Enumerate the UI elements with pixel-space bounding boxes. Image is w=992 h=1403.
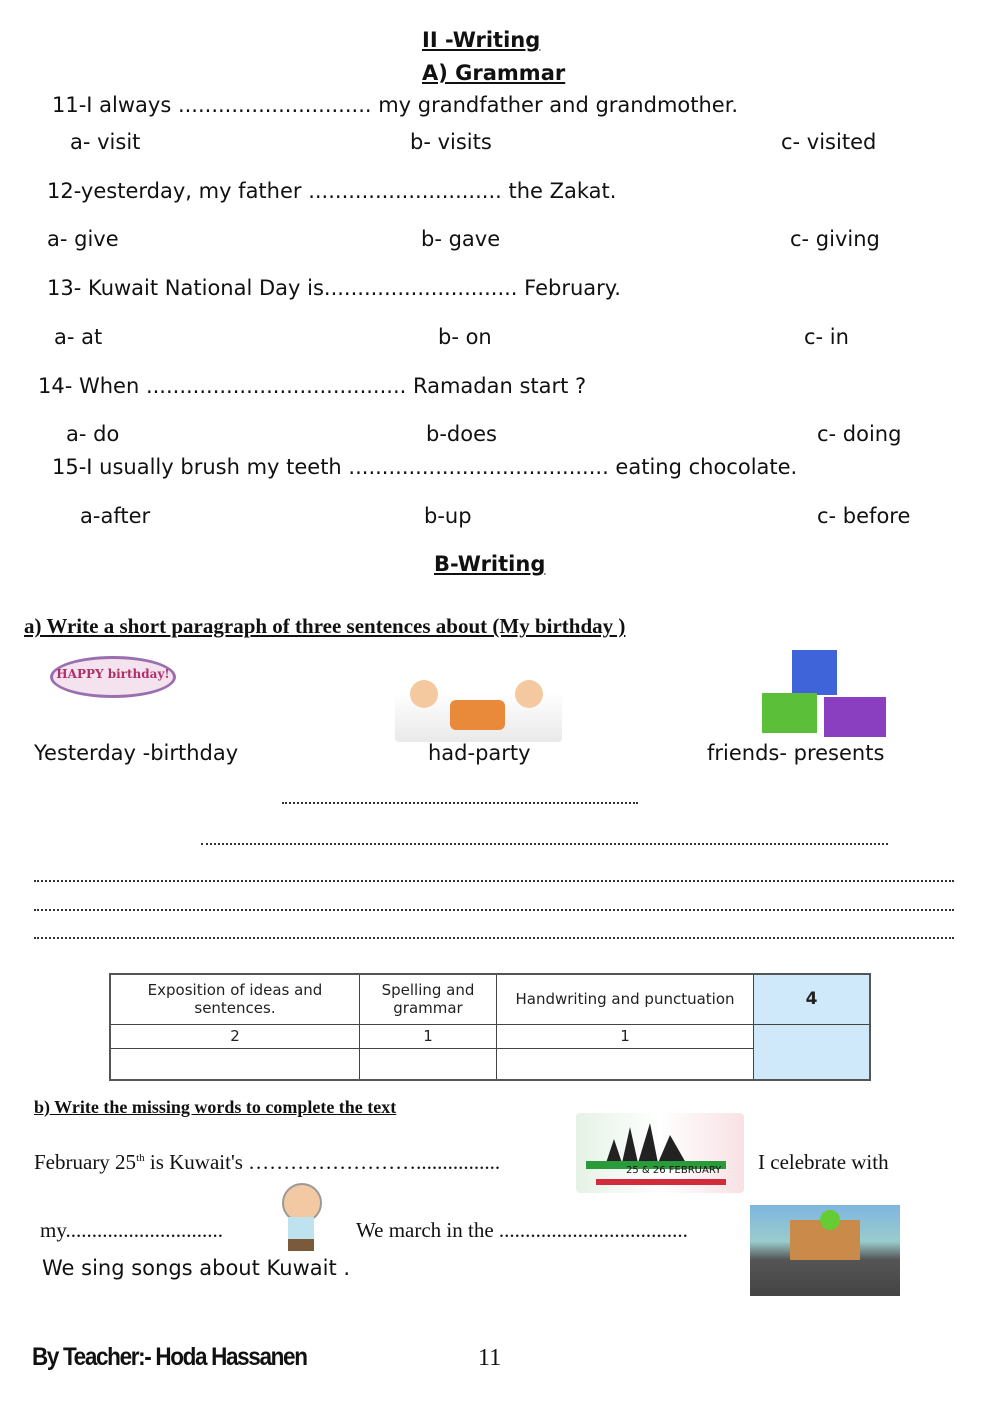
option[interactable]: a- visit	[70, 130, 141, 154]
page-number: 11	[478, 1345, 502, 1371]
option[interactable]: c- before	[817, 504, 911, 528]
footer-author: By Teacher:- Hoda Hassanen	[32, 1343, 307, 1371]
question-14: 14- When ....................................... Ramadan start ?	[38, 374, 587, 398]
party-kids-image	[395, 660, 562, 742]
answer-line[interactable]	[282, 802, 638, 804]
rubric-header: Spelling and grammar	[360, 974, 497, 1024]
cue-party: had-party	[428, 741, 531, 765]
option[interactable]: a- do	[66, 422, 120, 446]
text-line-1: February 25th is Kuwait's ……………………................	[34, 1150, 501, 1174]
rubric-score-cell[interactable]	[754, 1024, 871, 1080]
street-image	[750, 1205, 900, 1296]
rubric-table	[109, 973, 871, 1081]
score-cell[interactable]	[110, 1048, 360, 1080]
question-11: 11-I always ............................. my grandfather and grandmother.	[52, 93, 739, 117]
score-cell[interactable]	[497, 1048, 754, 1080]
text-line-3: We sing songs about Kuwait .	[42, 1256, 351, 1280]
grandfather-image	[270, 1183, 350, 1253]
text-line-2-mid: We march in the ....................................	[356, 1218, 688, 1242]
option[interactable]: c- giving	[790, 227, 880, 251]
option[interactable]: b-does	[426, 422, 497, 446]
option[interactable]: b-up	[424, 504, 472, 528]
option[interactable]: b- visits	[410, 130, 492, 154]
option[interactable]: a- give	[47, 227, 119, 251]
grammar-heading: A) Grammar	[422, 61, 566, 85]
question-12: 12-yesterday, my father ............................. the Zakat.	[47, 179, 617, 203]
rubric-mark: 2	[110, 1024, 360, 1048]
option[interactable]: c- in	[804, 325, 849, 349]
option[interactable]: c- visited	[781, 130, 877, 154]
option[interactable]: c- doing	[817, 422, 902, 446]
rubric-header: Exposition of ideas and sentences.	[110, 974, 360, 1024]
option[interactable]: b- gave	[421, 227, 501, 251]
writing-heading: B-Writing	[434, 552, 546, 576]
text-line-1-end: I celebrate with	[758, 1150, 889, 1174]
section-heading: II -Writing	[422, 28, 541, 52]
rubric-mark: 1	[497, 1024, 754, 1048]
answer-line[interactable]	[34, 880, 954, 882]
cue-birthday: Yesterday -birthday	[34, 741, 239, 765]
answer-line[interactable]	[34, 937, 954, 939]
option[interactable]: b- on	[438, 325, 492, 349]
rubric-header: Handwriting and punctuation	[497, 974, 754, 1024]
task-a-title: a) Write a short paragraph of three sentences about (My birthday )	[24, 614, 626, 638]
gift-boxes-image	[762, 645, 890, 740]
answer-line[interactable]	[201, 843, 888, 845]
question-13: 13- Kuwait National Day is............................. February.	[47, 276, 621, 300]
option[interactable]: a-after	[80, 504, 151, 528]
question-15: 15-I usually brush my teeth ....................................... eating chocolate.	[52, 455, 798, 479]
answer-line[interactable]	[34, 909, 954, 911]
score-cell[interactable]	[360, 1048, 497, 1080]
rubric-mark: 1	[360, 1024, 497, 1048]
rubric-total: 4	[754, 974, 871, 1024]
cue-presents: friends- presents	[707, 741, 885, 765]
option[interactable]: a- at	[54, 325, 103, 349]
birthday-balloon-image: HAPPY birthday!	[50, 656, 176, 698]
national-day-banner-image: 25 & 26 FEBRUARY	[576, 1113, 744, 1193]
text-line-2: my..............................	[40, 1218, 223, 1242]
task-b-title: b) Write the missing words to complete the text	[34, 1097, 397, 1117]
